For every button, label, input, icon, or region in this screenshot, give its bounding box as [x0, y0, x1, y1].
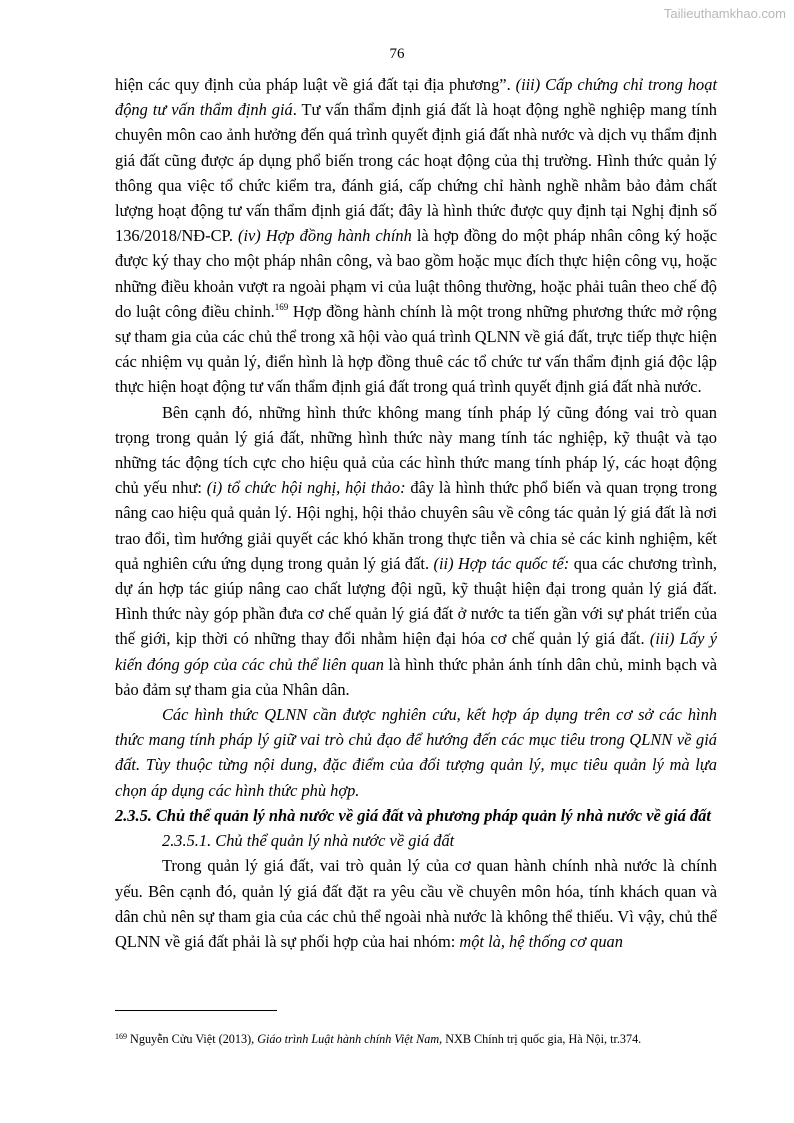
- page-number: 76: [389, 46, 405, 62]
- text: Hợp đồng hành chính là một trong những phương thức mở rộng sự tham gia của các chủ thể trong xã hội vào quá trình QLNN về giá đất, trực tiếp thực hiện các nhiệm vụ quản lý, điển hình là hợp đồng thuê các tổ chức tư vấn thẩm định giá độc lập thực hiện hoạt động tư vấn thẩm định giá đất trong quá trình quyết định giá đất nhà nước.: [115, 301, 717, 397]
- page-body: [115, 72, 717, 954]
- italic-text: (iii) Lấy ý kiến đóng góp của các chủ thể liên quan: [115, 629, 717, 674]
- text: . Tư vấn thẩm định giá đất là hoạt động nghề nghiệp mang tính chuyên môn cao ảnh hưởng đến quá trình quyết định giá đất nhà nước và dịch vụ thẩm định giá đất cũng được áp dụng phổ biến trong các hoạt động của thị trường. Hình thức quản lý thông qua việc tổ chức kiểm tra, đánh giá, cấp chứng chỉ hành nghề nhằm bảo đảm chất lượng hoạt động tư vấn thẩm định giá đất; đây là hình thức được quy định tại Nghị định số 136/2018/NĐ-CP.: [115, 100, 718, 246]
- footnote-number: 169: [115, 1032, 127, 1041]
- footnote-divider: [115, 1010, 277, 1011]
- text: Nguyễn Cửu Việt (2013),: [127, 1032, 258, 1046]
- text: hiện các quy định của pháp luật về giá đất tại địa phương”.: [115, 75, 516, 94]
- italic-text: một là, hệ thống cơ quan: [459, 931, 623, 951]
- paragraph-4: [115, 853, 717, 954]
- text: là hợp đồng do một pháp nhân công ký hoặc được ký thay cho một pháp nhân công, và bao gồm hoặc mục đích thực hiện công vụ, hoặc những điều khoản vượt ra ngoài phạm vi của luật thông thường, hoặc phải tuân theo chế độ do luật công điều chỉnh.: [115, 226, 717, 321]
- italic-text: (i) tổ chức hội nghị, hội thảo:: [206, 478, 406, 498]
- text: đây là hình thức phổ biến và quan trọng trong nâng cao hiệu quả quản lý. Hội nghị, hội thảo chuyên sâu về công tác quản lý giá đất là nơi trao đổi, tìm hướng giải quyết các khó khăn trong thực tiễn và chia sẻ các kinh nghiệm, kết quả nghiên cứu ứng dụng trong quản lý giá đất.: [115, 478, 718, 573]
- italic-text: Giáo trình Luật hành chính Việt Nam,: [257, 1032, 443, 1046]
- text: Trong quản lý giá đất, vai trò quản lý của cơ quan hành chính nhà nước là chính yếu. Bên cạnh đó, quản lý giá đất đặt ra yêu cầu về chuyên môn hóa, tính khách quan và dân chủ nên sự tham gia của các chủ thể ngoài nhà nước là không thể thiếu. Vì vậy, chủ thể QLNN về giá đất phải là sự phối hợp của hai nhóm:: [115, 856, 717, 951]
- section-heading: 2.3.5. Chủ thể quản lý nhà nước về giá đất và phương pháp quản lý nhà nước về giá đất: [115, 805, 711, 825]
- subsection-heading: 2.3.5.1. Chủ thể quản lý nhà nước về giá đất: [162, 831, 455, 851]
- text: Bên cạnh đó, những hình thức không mang tính pháp lý cũng đóng vai trò quan trọng trong quản lý giá đất, những hình thức này mang tính tác nghiệp, kỹ thuật và tạo những tác động tích cực cho hiệu quả của các hình thức mang tính pháp lý, các hoạt động chủ yếu như:: [115, 402, 717, 498]
- text: qua các chương trình, dự án hợp tác giúp nâng cao chất lượng đội ngũ, kỹ thuật hiện đại trong quản lý giá đất. Hình thức này góp phần đưa cơ chế quản lý giá đất ở nước ta tiến gần với sự phát triển của thế giới, kịp thời có những thay đổi nhằm hiện đại hóa cơ chế quản lý giá đất.: [115, 553, 718, 649]
- paragraph-2: [115, 400, 717, 702]
- italic-text: (iv) Hợp đồng hành chính: [238, 226, 412, 246]
- text: là hình thức phản ánh tính dân chủ, minh bạch và bảo đảm sự tham gia của Nhân dân.: [115, 654, 717, 699]
- footnote-ref[interactable]: 169: [274, 301, 289, 312]
- italic-text: (iii) Cấp chứng chỉ trong hoạt động tư vấn thẩm định giá: [115, 75, 718, 120]
- paragraph-1: [115, 72, 717, 400]
- italic-text: Các hình thức QLNN cần được nghiên cứu, kết hợp áp dụng trên cơ sở các hình thức mang tính pháp lý giữ vai trò chủ đạo để hướng đến các mục tiêu trong QLNN về giá đất. Tùy thuộc từng nội dung, đặc điểm của đối tượng quản lý, mục tiêu quản lý mà lựa chọn áp dụng các hình thức phù hợp.: [115, 705, 717, 800]
- text: NXB Chính trị quốc gia, Hà Nội, tr.374.: [442, 1032, 642, 1046]
- italic-text: (ii) Hợp tác quốc tế:: [433, 553, 570, 573]
- footnote: [115, 1032, 735, 1047]
- paragraph-3: [115, 702, 717, 803]
- watermark: Tailieuthamkhao.com: [663, 6, 786, 21]
